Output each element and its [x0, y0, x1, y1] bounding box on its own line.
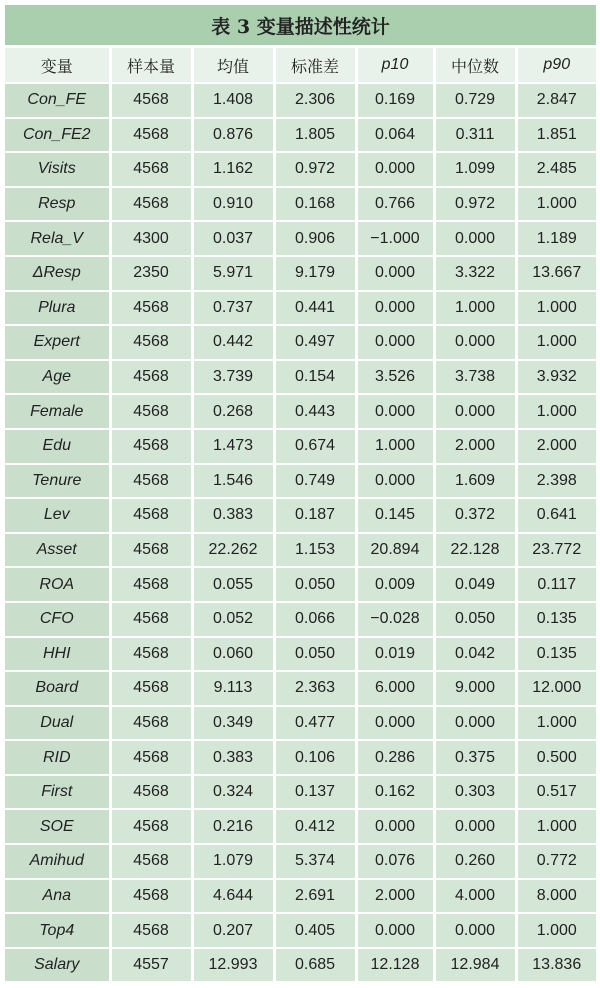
- mean-cell: 0.324: [192, 775, 274, 810]
- variable-cell: Plura: [5, 291, 110, 326]
- median-cell: 0.000: [434, 221, 516, 256]
- p10-cell: 0.064: [356, 118, 434, 153]
- std-dev-cell: 0.066: [274, 602, 356, 637]
- p90-cell: 1.000: [516, 187, 596, 222]
- sample-size-cell: 2350: [110, 256, 192, 291]
- std-dev-cell: 1.805: [274, 118, 356, 153]
- table-row: [5, 948, 596, 983]
- mean-cell: 0.060: [192, 637, 274, 672]
- table-row: [5, 879, 596, 914]
- p10-cell: 0.009: [356, 567, 434, 602]
- variable-cell: RID: [5, 740, 110, 775]
- mean-cell: 22.262: [192, 533, 274, 568]
- std-dev-cell: 0.412: [274, 809, 356, 844]
- std-dev-cell: 0.674: [274, 429, 356, 464]
- table-title: 表 3 变量描述性统计: [5, 5, 596, 48]
- table-row: [5, 360, 596, 395]
- p90-cell: 2.398: [516, 464, 596, 499]
- variable-cell: Salary: [5, 948, 110, 983]
- p90-cell: 0.500: [516, 740, 596, 775]
- sample-size-cell: 4568: [110, 291, 192, 326]
- sample-size-cell: 4557: [110, 948, 192, 983]
- std-dev-cell: 2.363: [274, 671, 356, 706]
- header-p10: p10: [356, 48, 434, 83]
- p90-cell: 0.641: [516, 498, 596, 533]
- mean-cell: 1.162: [192, 152, 274, 187]
- sample-size-cell: 4568: [110, 913, 192, 948]
- table-row: [5, 221, 596, 256]
- mean-cell: 0.349: [192, 706, 274, 741]
- variable-cell: Amihud: [5, 844, 110, 879]
- mean-cell: 0.216: [192, 809, 274, 844]
- variable-cell: Expert: [5, 325, 110, 360]
- std-dev-cell: 9.179: [274, 256, 356, 291]
- median-cell: 2.000: [434, 429, 516, 464]
- sample-size-cell: 4568: [110, 775, 192, 810]
- sample-size-cell: 4568: [110, 498, 192, 533]
- mean-cell: 0.037: [192, 221, 274, 256]
- mean-cell: 12.993: [192, 948, 274, 983]
- p90-cell: 0.135: [516, 602, 596, 637]
- median-cell: 0.972: [434, 187, 516, 222]
- table-row: [5, 464, 596, 499]
- p10-cell: 0.169: [356, 83, 434, 118]
- std-dev-cell: 0.906: [274, 221, 356, 256]
- mean-cell: 0.207: [192, 913, 274, 948]
- sample-size-cell: 4568: [110, 464, 192, 499]
- table-row: [5, 394, 596, 429]
- sample-size-cell: 4568: [110, 187, 192, 222]
- table-row: [5, 740, 596, 775]
- table-row: [5, 844, 596, 879]
- table-row: [5, 809, 596, 844]
- median-cell: 0.042: [434, 637, 516, 672]
- p90-cell: 13.667: [516, 256, 596, 291]
- header-median: 中位数: [434, 48, 516, 83]
- sample-size-cell: 4568: [110, 706, 192, 741]
- median-cell: 0.000: [434, 394, 516, 429]
- table-row: [5, 187, 596, 222]
- std-dev-cell: 0.685: [274, 948, 356, 983]
- header-mean: 均值: [192, 48, 274, 83]
- median-cell: 9.000: [434, 671, 516, 706]
- table-row: [5, 256, 596, 291]
- std-dev-cell: 5.374: [274, 844, 356, 879]
- sample-size-cell: 4568: [110, 83, 192, 118]
- sample-size-cell: 4568: [110, 360, 192, 395]
- std-dev-cell: 2.306: [274, 83, 356, 118]
- table-row: [5, 602, 596, 637]
- p10-cell: 0.145: [356, 498, 434, 533]
- sample-size-cell: 4568: [110, 118, 192, 153]
- std-dev-cell: 0.441: [274, 291, 356, 326]
- p10-cell: 12.128: [356, 948, 434, 983]
- p10-cell: 0.766: [356, 187, 434, 222]
- sample-size-cell: 4568: [110, 567, 192, 602]
- p90-cell: 0.135: [516, 637, 596, 672]
- median-cell: 0.000: [434, 809, 516, 844]
- mean-cell: 1.079: [192, 844, 274, 879]
- p10-cell: 0.000: [356, 464, 434, 499]
- variable-cell: Con_FE: [5, 83, 110, 118]
- p10-cell: −1.000: [356, 221, 434, 256]
- p90-cell: 23.772: [516, 533, 596, 568]
- table-row: [5, 671, 596, 706]
- p10-cell: 0.076: [356, 844, 434, 879]
- mean-cell: 0.876: [192, 118, 274, 153]
- std-dev-cell: 0.749: [274, 464, 356, 499]
- variable-cell: Resp: [5, 187, 110, 222]
- sample-size-cell: 4568: [110, 637, 192, 672]
- header-std-dev: 标准差: [274, 48, 356, 83]
- p90-cell: 1.189: [516, 221, 596, 256]
- median-cell: 0.260: [434, 844, 516, 879]
- p10-cell: 0.000: [356, 325, 434, 360]
- std-dev-cell: 0.154: [274, 360, 356, 395]
- std-dev-cell: 1.153: [274, 533, 356, 568]
- p90-cell: 1.851: [516, 118, 596, 153]
- table-row: [5, 567, 596, 602]
- variable-cell: Female: [5, 394, 110, 429]
- std-dev-cell: 0.405: [274, 913, 356, 948]
- median-cell: 22.128: [434, 533, 516, 568]
- sample-size-cell: 4568: [110, 740, 192, 775]
- table-row: [5, 118, 596, 153]
- p10-cell: 20.894: [356, 533, 434, 568]
- descriptive-statistics-table: [5, 48, 596, 983]
- p90-cell: 13.836: [516, 948, 596, 983]
- p90-cell: 1.000: [516, 809, 596, 844]
- mean-cell: 0.442: [192, 325, 274, 360]
- table-row: [5, 498, 596, 533]
- variable-cell: Lev: [5, 498, 110, 533]
- mean-cell: 1.546: [192, 464, 274, 499]
- variable-cell: CFO: [5, 602, 110, 637]
- p90-cell: 0.517: [516, 775, 596, 810]
- std-dev-cell: 0.497: [274, 325, 356, 360]
- p10-cell: 0.000: [356, 152, 434, 187]
- std-dev-cell: 0.477: [274, 706, 356, 741]
- std-dev-cell: 2.691: [274, 879, 356, 914]
- sample-size-cell: 4568: [110, 533, 192, 568]
- median-cell: 12.984: [434, 948, 516, 983]
- std-dev-cell: 0.106: [274, 740, 356, 775]
- variable-cell: Dual: [5, 706, 110, 741]
- header-p90: p90: [516, 48, 596, 83]
- mean-cell: 1.408: [192, 83, 274, 118]
- std-dev-cell: 0.050: [274, 567, 356, 602]
- mean-cell: 0.268: [192, 394, 274, 429]
- p10-cell: 2.000: [356, 879, 434, 914]
- median-cell: 3.322: [434, 256, 516, 291]
- mean-cell: 4.644: [192, 879, 274, 914]
- median-cell: 4.000: [434, 879, 516, 914]
- median-cell: 3.738: [434, 360, 516, 395]
- median-cell: 0.729: [434, 83, 516, 118]
- p10-cell: 6.000: [356, 671, 434, 706]
- sample-size-cell: 4568: [110, 602, 192, 637]
- mean-cell: 3.739: [192, 360, 274, 395]
- mean-cell: 0.055: [192, 567, 274, 602]
- sample-size-cell: 4568: [110, 429, 192, 464]
- table-row: [5, 913, 596, 948]
- sample-size-cell: 4568: [110, 671, 192, 706]
- std-dev-cell: 0.168: [274, 187, 356, 222]
- table-row: [5, 83, 596, 118]
- table-row: [5, 291, 596, 326]
- p90-cell: 12.000: [516, 671, 596, 706]
- p90-cell: 2.485: [516, 152, 596, 187]
- header-sample-size: 样本量: [110, 48, 192, 83]
- p10-cell: 3.526: [356, 360, 434, 395]
- sample-size-cell: 4300: [110, 221, 192, 256]
- mean-cell: 0.383: [192, 740, 274, 775]
- table-row: [5, 533, 596, 568]
- mean-cell: 0.383: [192, 498, 274, 533]
- std-dev-cell: 0.050: [274, 637, 356, 672]
- median-cell: 0.375: [434, 740, 516, 775]
- p10-cell: 0.162: [356, 775, 434, 810]
- variable-cell: SOE: [5, 809, 110, 844]
- median-cell: 0.049: [434, 567, 516, 602]
- p90-cell: 0.117: [516, 567, 596, 602]
- p90-cell: 1.000: [516, 706, 596, 741]
- table-row: [5, 706, 596, 741]
- table-row: [5, 325, 596, 360]
- p10-cell: 0.000: [356, 706, 434, 741]
- statistics-table-container: [5, 5, 596, 983]
- p90-cell: 1.000: [516, 325, 596, 360]
- table-body: [5, 83, 596, 982]
- sample-size-cell: 4568: [110, 325, 192, 360]
- variable-cell: Ana: [5, 879, 110, 914]
- median-cell: 0.000: [434, 325, 516, 360]
- sample-size-cell: 4568: [110, 152, 192, 187]
- p90-cell: 2.000: [516, 429, 596, 464]
- p10-cell: 0.000: [356, 394, 434, 429]
- variable-cell: ROA: [5, 567, 110, 602]
- median-cell: 1.099: [434, 152, 516, 187]
- sample-size-cell: 4568: [110, 879, 192, 914]
- median-cell: 0.303: [434, 775, 516, 810]
- variable-cell: Board: [5, 671, 110, 706]
- p10-cell: 0.000: [356, 913, 434, 948]
- median-cell: 0.311: [434, 118, 516, 153]
- variable-cell: Visits: [5, 152, 110, 187]
- table-row: [5, 775, 596, 810]
- p90-cell: 2.847: [516, 83, 596, 118]
- std-dev-cell: 0.972: [274, 152, 356, 187]
- mean-cell: 0.052: [192, 602, 274, 637]
- mean-cell: 0.910: [192, 187, 274, 222]
- mean-cell: 9.113: [192, 671, 274, 706]
- variable-cell: Edu: [5, 429, 110, 464]
- median-cell: 0.372: [434, 498, 516, 533]
- sample-size-cell: 4568: [110, 809, 192, 844]
- variable-cell: Con_FE2: [5, 118, 110, 153]
- p10-cell: 0.000: [356, 256, 434, 291]
- p90-cell: 1.000: [516, 394, 596, 429]
- median-cell: 0.000: [434, 706, 516, 741]
- p10-cell: 1.000: [356, 429, 434, 464]
- median-cell: 0.050: [434, 602, 516, 637]
- variable-cell: First: [5, 775, 110, 810]
- p10-cell: 0.000: [356, 809, 434, 844]
- std-dev-cell: 0.187: [274, 498, 356, 533]
- mean-cell: 5.971: [192, 256, 274, 291]
- variable-cell: Age: [5, 360, 110, 395]
- p90-cell: 0.772: [516, 844, 596, 879]
- table-row: [5, 637, 596, 672]
- mean-cell: 1.473: [192, 429, 274, 464]
- std-dev-cell: 0.443: [274, 394, 356, 429]
- median-cell: 1.000: [434, 291, 516, 326]
- std-dev-cell: 0.137: [274, 775, 356, 810]
- sample-size-cell: 4568: [110, 844, 192, 879]
- table-row: [5, 152, 596, 187]
- p90-cell: 1.000: [516, 291, 596, 326]
- p90-cell: 1.000: [516, 913, 596, 948]
- variable-cell: Tenure: [5, 464, 110, 499]
- p10-cell: −0.028: [356, 602, 434, 637]
- p90-cell: 3.932: [516, 360, 596, 395]
- median-cell: 0.000: [434, 913, 516, 948]
- p10-cell: 0.286: [356, 740, 434, 775]
- header-row: [5, 48, 596, 83]
- p10-cell: 0.019: [356, 637, 434, 672]
- variable-cell: Rela_V: [5, 221, 110, 256]
- mean-cell: 0.737: [192, 291, 274, 326]
- variable-cell: HHI: [5, 637, 110, 672]
- p90-cell: 8.000: [516, 879, 596, 914]
- variable-cell: Asset: [5, 533, 110, 568]
- header-variable: 变量: [5, 48, 110, 83]
- table-row: [5, 429, 596, 464]
- variable-cell: ΔResp: [5, 256, 110, 291]
- median-cell: 1.609: [434, 464, 516, 499]
- variable-cell: Top4: [5, 913, 110, 948]
- p10-cell: 0.000: [356, 291, 434, 326]
- sample-size-cell: 4568: [110, 394, 192, 429]
